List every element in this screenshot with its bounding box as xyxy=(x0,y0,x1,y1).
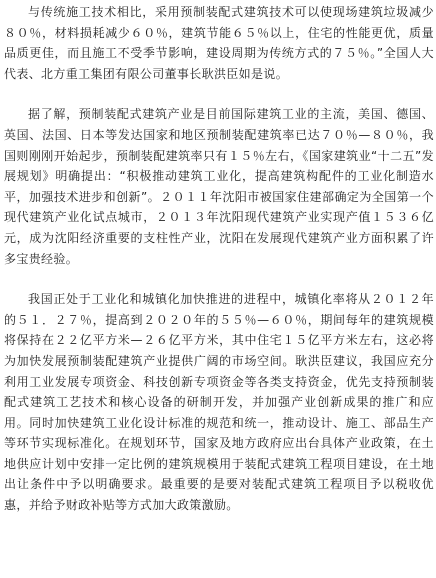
paragraph-spacer xyxy=(4,84,434,104)
paragraph-spacer xyxy=(4,269,434,289)
paragraph-1: 与传统施工技术相比，采用预制装配式建筑技术可以使现场建筑垃圾减少８０％，材料损耗减少６０％，建筑节能６５％以上，住宅的性能更优，质量品质更佳，而且施工不受季节影响，建设周期为传统方式的７５％。”全国人大代表、北方重工集团有限公司董事长耿洪臣如是说。 xyxy=(4,5,434,81)
paragraph-3: 我国正处于工业化和城镇化加快推进的进程中，城镇化率将从２０１２年的５１．２７％，提高到２０２０年的５５％—６０％，期间每年的建筑规模将保持在２２亿平方米—２６亿平方米，其中住宅１５亿平方米左右，这必将为加快发展预制装配建筑产业提供广阔的市场空间。耿洪臣建议，我国应充分利用工业发展专项资金、科技创新专项资金等各类支持资金，优先支持预制装配式建筑工艺技术和核心设备的研制开发，并加强产业创新成果的推广和应用。同时加快建筑工业化设计标准的规范和统一，推动设计、施工、部品生产等环节实现标准化。在规划环节，国家及地方政府应出台具体产业政策，在土地供应计划中安排一定比例的建筑规模用于装配式建筑工程项目建设，在土地出让条件中予以明确要求。最重要的是要对装配式建筑工程项目予以税收优惠，并给予财政补贴等方式加大政策激励。 xyxy=(4,292,434,513)
paragraph-2: 据了解，预制装配式建筑产业是目前国际建筑工业的主流，美国、德国、英国、法国、日本等发达国家和地区预制装配建筑率已达７０％—８０％，我国则刚刚开始起步，预制装配建筑率只有１５％左右，《国家建筑业“十二五”发展规划》明确提出：“积极推动建筑工业化，提高建筑构配件的工业化制造水平，加强技术进步和创新”。２０１１年沈阳市被国家住建部确定为全国第一个现代建筑产业化试点城市，２０１３年沈阳现代建筑产业实现产值１５３６亿元，成为沈阳经济重要的支柱性产业，沈阳在发展现代建筑产业方面积累了许多宝贵经验。 xyxy=(4,107,434,266)
